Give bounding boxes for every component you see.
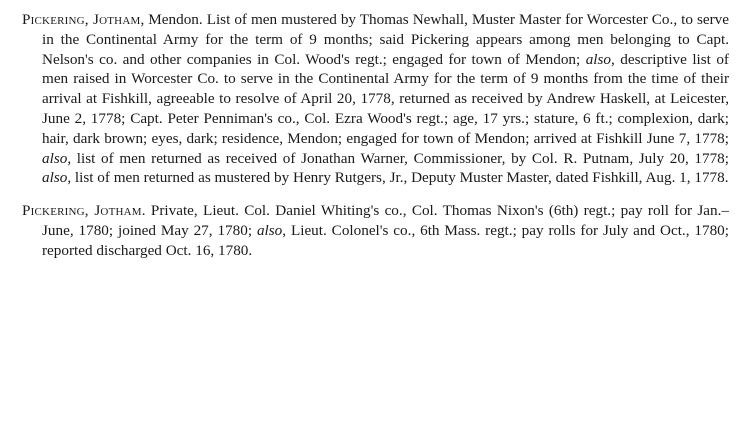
entry-1	[22, 10, 729, 188]
entry-text: , descriptive list of men raised in Worcester Co. to serve in the Continental Army for the term of 9 months from the time of their arrival at Fishkill, agreeable to resolve of April 20, 1778, returned as received by Andrew Haskell, at Leicester, June 2, 1778; Capt. Peter Penniman's co., Col. Ezra Wood's regt.; age, 17 yrs.; stature, 6 ft.; complexion, dark; hair, dark brown; eyes, dark; residence, Mendon; engaged for town of Mendon; arrived at Fishkill June 7, 1778;	[42, 50, 729, 147]
entry-text: , list of men returned as mustered by Henry Rutgers, Jr., Deputy Muster Master, dated Fishkill, Aug. 1, 1778.	[67, 169, 729, 187]
entry-name: Pickering, Jotham	[22, 202, 142, 220]
entry-text: . Private, Lieut. Col. Daniel Whiting's co., Col. Thomas Nixon's (6th) regt.; pay roll for Jan.–June, 1780; joined May 27, 1780;	[42, 202, 729, 239]
entry-text-italic: also	[42, 149, 68, 167]
entry-name: Pickering, Jotham	[22, 11, 141, 28]
entry-2	[22, 201, 729, 260]
entry-text-italic: also	[256, 221, 283, 239]
entry-text-italic: also	[42, 169, 68, 187]
entry-text-italic: also	[585, 50, 612, 68]
entry-text: , list of men returned as received of Jonathan Warner, Commissioner, by Col. R. Putnam, July 20, 1778;	[67, 149, 729, 167]
entry-text: , Mendon. List of men mustered by Thomas Newhall, Muster Master for Worcester Co., to serve in the Continental Army for the term of 9 months; said Pickering appears among men belonging to Capt. Nelson's co. and other companies in Col. Wood's regt.; engaged for town of Mendon;	[42, 11, 730, 68]
entry-text: , Lieut. Colonel's co., 6th Mass. regt.; pay rolls for July and Oct., 1780; reported discharged Oct. 16, 1780.	[42, 221, 730, 259]
